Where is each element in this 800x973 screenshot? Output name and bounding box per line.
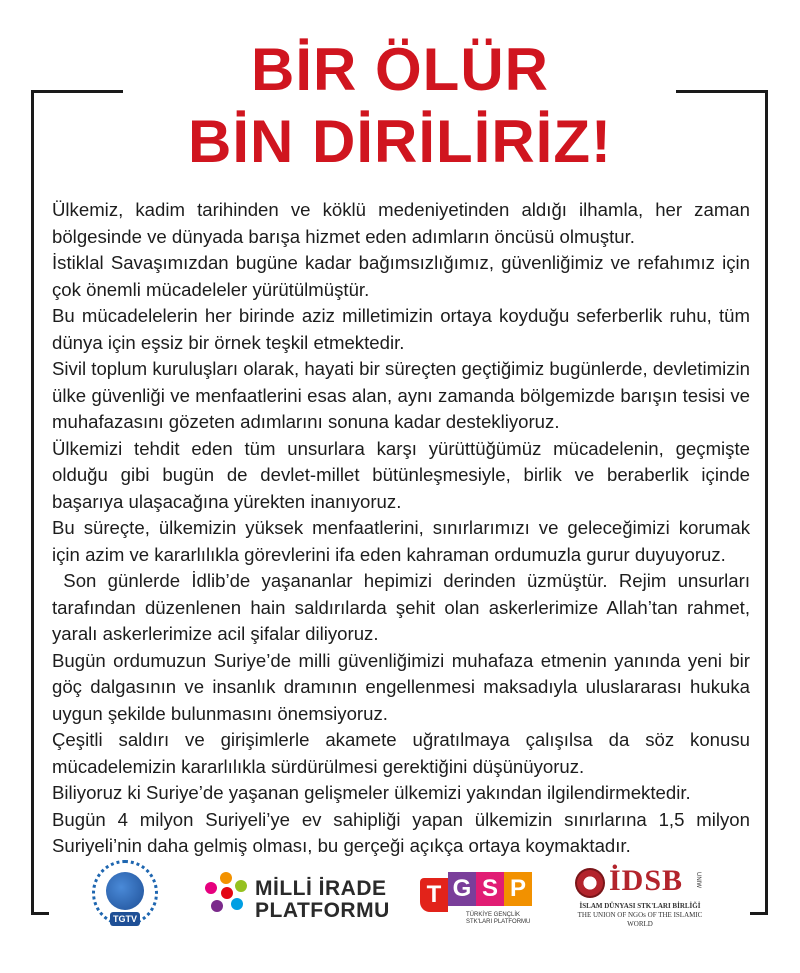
paragraph: Son günlerde İdlib’de yaşananlar hepimizi derinden üzmüştür. Rejim unsurları tarafından düzenlenen hain saldırılarda şehit olan askerlerimize Allah’tan rahmet, yaralı askerlerimize acil şifalar diliyoruz. — [52, 570, 756, 644]
frame-left-line — [31, 90, 34, 915]
idsb-logo — [575, 864, 710, 944]
milli-irade-title — [255, 878, 390, 922]
tgsp-letter-p: P — [504, 872, 532, 906]
idsb-subtitle-line-1: İSLAM DÜNYASI STK'LARI BİRLİĞİ — [579, 902, 701, 910]
tgsp-logo — [420, 872, 540, 942]
paragraph: Ülkemiz, kadim tarihinden ve köklü medeniyetinden aldığı ilhamla, her zaman bölgesinde ve dünyada barışa hizmet eden adımların öncüsü olmuştur. — [52, 199, 750, 247]
paragraph: Bu mücadelelerin her birinde aziz milletimizin ortaya koyduğu seferberlik ruhu, tüm dünya için eşsiz bir örnek teşkil etmektedir. — [52, 305, 750, 353]
tgtv-logo — [92, 860, 162, 930]
paragraph: İstiklal Savaşımızdan bugüne kadar bağımsızlığımız, güvenliğimiz ve refahımız için çok önemli mücadeleler yürütülmüştür. — [52, 252, 750, 300]
headline-line-1: BİR ÖLÜR — [251, 36, 549, 103]
paragraph: Bugün ordumuzun Suriye’de milli güvenliğimizi muhafaza etmenin yanında yeni bir göç dalgasının ve insanlık dramının engellenmesi maksadıyla uluslararası hukuka uygun şekilde bulunmasını önemsiyoruz. — [52, 649, 750, 724]
sponsor-logos — [0, 858, 800, 958]
tgsp-letter-t: T — [420, 878, 448, 912]
idsb-subtitle — [575, 902, 705, 929]
idsb-unw-label: UNIW — [695, 872, 701, 888]
tgtv-label: TGTV — [110, 912, 140, 926]
idsb-subtitle-line-2: THE UNION OF NGOs OF THE ISLAMIC WORLD — [577, 911, 703, 928]
paragraph: Ülkemizi tehdit eden tüm unsurlara karşı yürüttüğümüz mücadelenin, geçmişte olduğu gibi bugün de devlet-millet bütünleşmesiyle, birlik ve beraberlik içinde başarıya ulaşacağına yürekten inanıyoruz. — [52, 437, 750, 512]
paragraph: Sivil toplum kuruluşları olarak, hayati bir süreçten geçtiğimiz bugünlerde, devletimizin ülke güvenliği ve menfaatlerini esas alan, aynı zamanda bölgemizde barışın tesisi ve muhafazasını gözeten adımlarını sonuna kadar destekliyoruz. — [52, 358, 750, 432]
colorful-people-icon — [203, 870, 251, 918]
statement-body — [52, 197, 756, 860]
tgsp-letter-g: G — [448, 872, 476, 906]
frame-right-line — [765, 90, 768, 915]
paragraph: Bu süreçte, ülkemizin yüksek menfaatlerini, sınırlarımızı ve geleceğimizi korumak için azim ve kararlılıkla görevlerini ifa eden kahraman ordumuzla gurur duyuyoruz. — [52, 517, 750, 565]
tgsp-subtitle: TÜRKİYE GENÇLİK STK'LARI PLATFORMU — [466, 912, 531, 925]
paragraph: Bugün 4 milyon Suriyeli’ye ev sahipliği yapan ülkemizin sınırlarına 1,5 milyon Suriyeli’nin daha gelmiş olması, bu gerçeği açıkça ortaya koymaktadır. — [52, 808, 750, 856]
paragraph: Çeşitli saldırı ve girişimlerle akamete uğratılmaya çalışılsa da söz konusu mücadelemizin kararlılıkla sürdürülmesi gerektiğini düşünüyoruz. — [52, 729, 750, 777]
tgtv-emblem-icon — [106, 872, 144, 910]
paragraph: Biliyoruz ki Suriye’de yaşanan gelişmeler ülkemizi yakından ilgilendirmektedir. — [52, 782, 691, 803]
idsb-title: İDSB — [609, 864, 684, 897]
idsb-emblem-icon — [575, 868, 605, 898]
tgsp-letter-s: S — [476, 872, 504, 906]
milli-irade-logo — [203, 870, 390, 926]
headline-line-2: BİN DİRİLİRİZ! — [188, 108, 612, 175]
milli-irade-line-2: PLATFORMU — [255, 899, 390, 922]
milli-irade-line-1: MİLLİ İRADE — [255, 877, 387, 900]
